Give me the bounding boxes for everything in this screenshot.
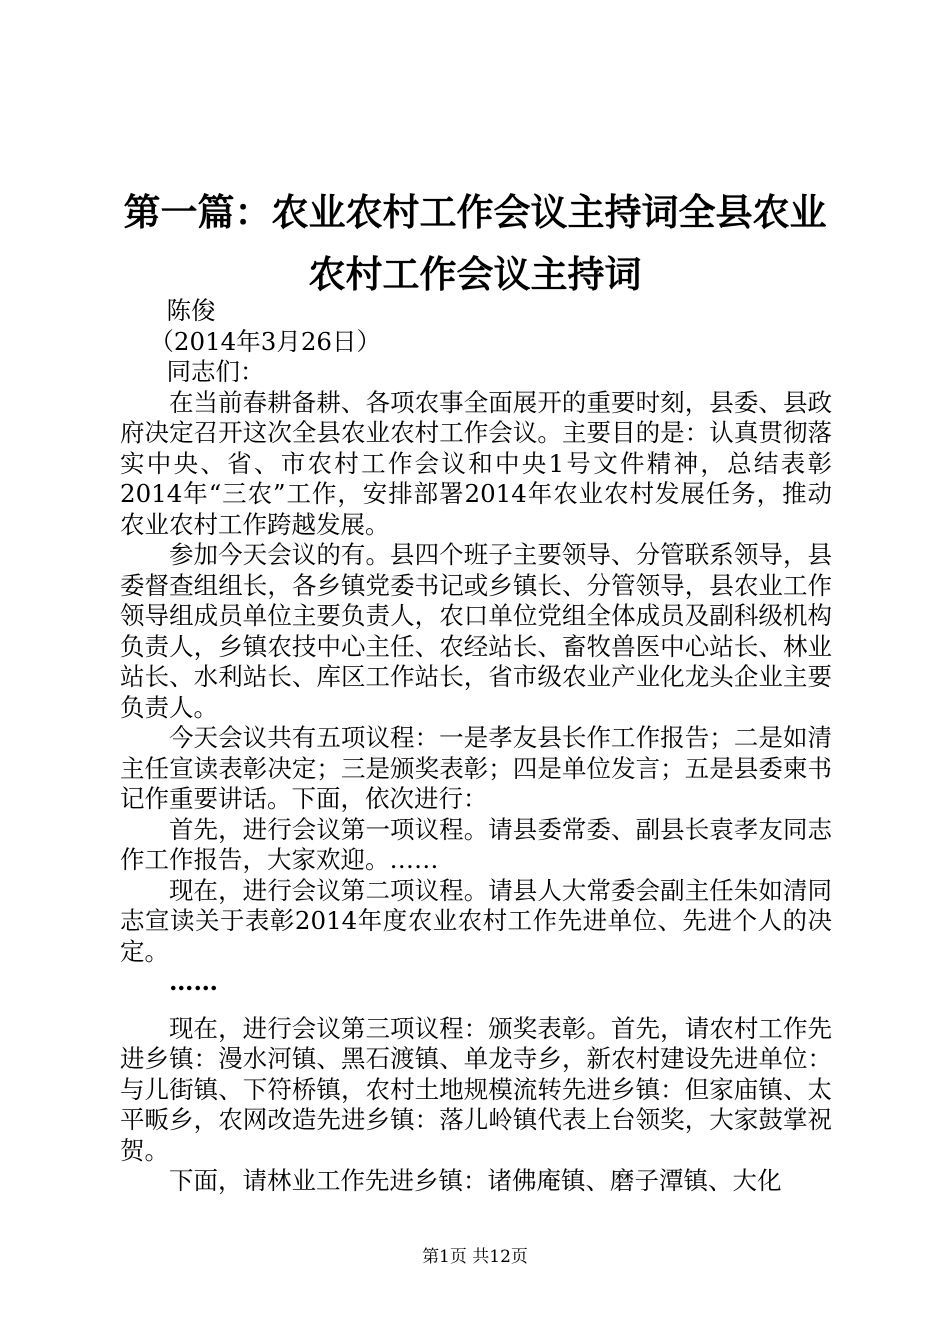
paragraph: 首先，进行会议第一项议程。请县委常委、副县长袁孝友同志作工作报告，大家欢迎。…… bbox=[120, 814, 832, 874]
paragraph: 下面，请林业工作先进乡镇：诸佛庵镇、磨子潭镇、大化 bbox=[169, 1166, 782, 1195]
author-line: 陈俊 bbox=[166, 296, 216, 325]
paragraph: 现在，进行会议第二项议程。请县人大常委会副主任朱如清同志宣读关于表彰2014年度农业农村工作先进单位、先进个人的决定。 bbox=[120, 875, 832, 966]
paragraph: 今天会议共有五项议程：一是孝友县长作工作报告；二是如清主任宣读表彰决定；三是颁奖表彰；四是单位发言；五是县委柬书记作重要讲话。下面，依次进行： bbox=[120, 723, 832, 813]
document-body bbox=[120, 296, 832, 1197]
document-title: 第一篇：农业农村工作会议主持词全县农业农村工作会议主持词 bbox=[123, 191, 827, 296]
page-footer: 第1页 共12页 bbox=[422, 1247, 528, 1267]
paragraph: 现在，进行会议第三项议程：颁奖表彰。首先，请农村工作先进乡镇：漫水河镇、黑石渡镇、单龙寺乡，新农村建设先进单位：与儿街镇、下符桥镇，农村土地规模流转先进乡镇：但家庙镇、太平畈乡，农网改造先进乡镇：落儿岭镇代表上台领奖，大家鼓掌祝贺。 bbox=[120, 1013, 832, 1165]
date-line: （2014年3月26日） bbox=[149, 326, 382, 356]
paragraph: 参加今天会议的有。县四个班子主要领导、分管联系领导，县委督查组组长，各乡镇党委书记或乡镇长、分管领导，县农业工作领导组成员单位主要负责人，农口单位党组全体成员及副科级机构负责人，乡镇农技中心主任、农经站长、畜牧兽医中心站长、林业站长、水利站长、库区工作站长，省市级农业产业化龙头企业主要负责人。 bbox=[120, 540, 832, 722]
salutation: 同志们： bbox=[166, 357, 265, 386]
paragraph: 在当前春耕备耕、各项农事全面展开的重要时刻，县委、县政府决定召开这次全县农业农村工作会议。主要目的是：认真贯彻落实中央、省、市农村工作会议和中央1号文件精神，总结表彰2014年“三农”工作，安排部署2014年农业农村发展任务，推动农业农村工作跨越发展。 bbox=[120, 387, 832, 539]
ellipsis-line: …… bbox=[169, 967, 218, 996]
